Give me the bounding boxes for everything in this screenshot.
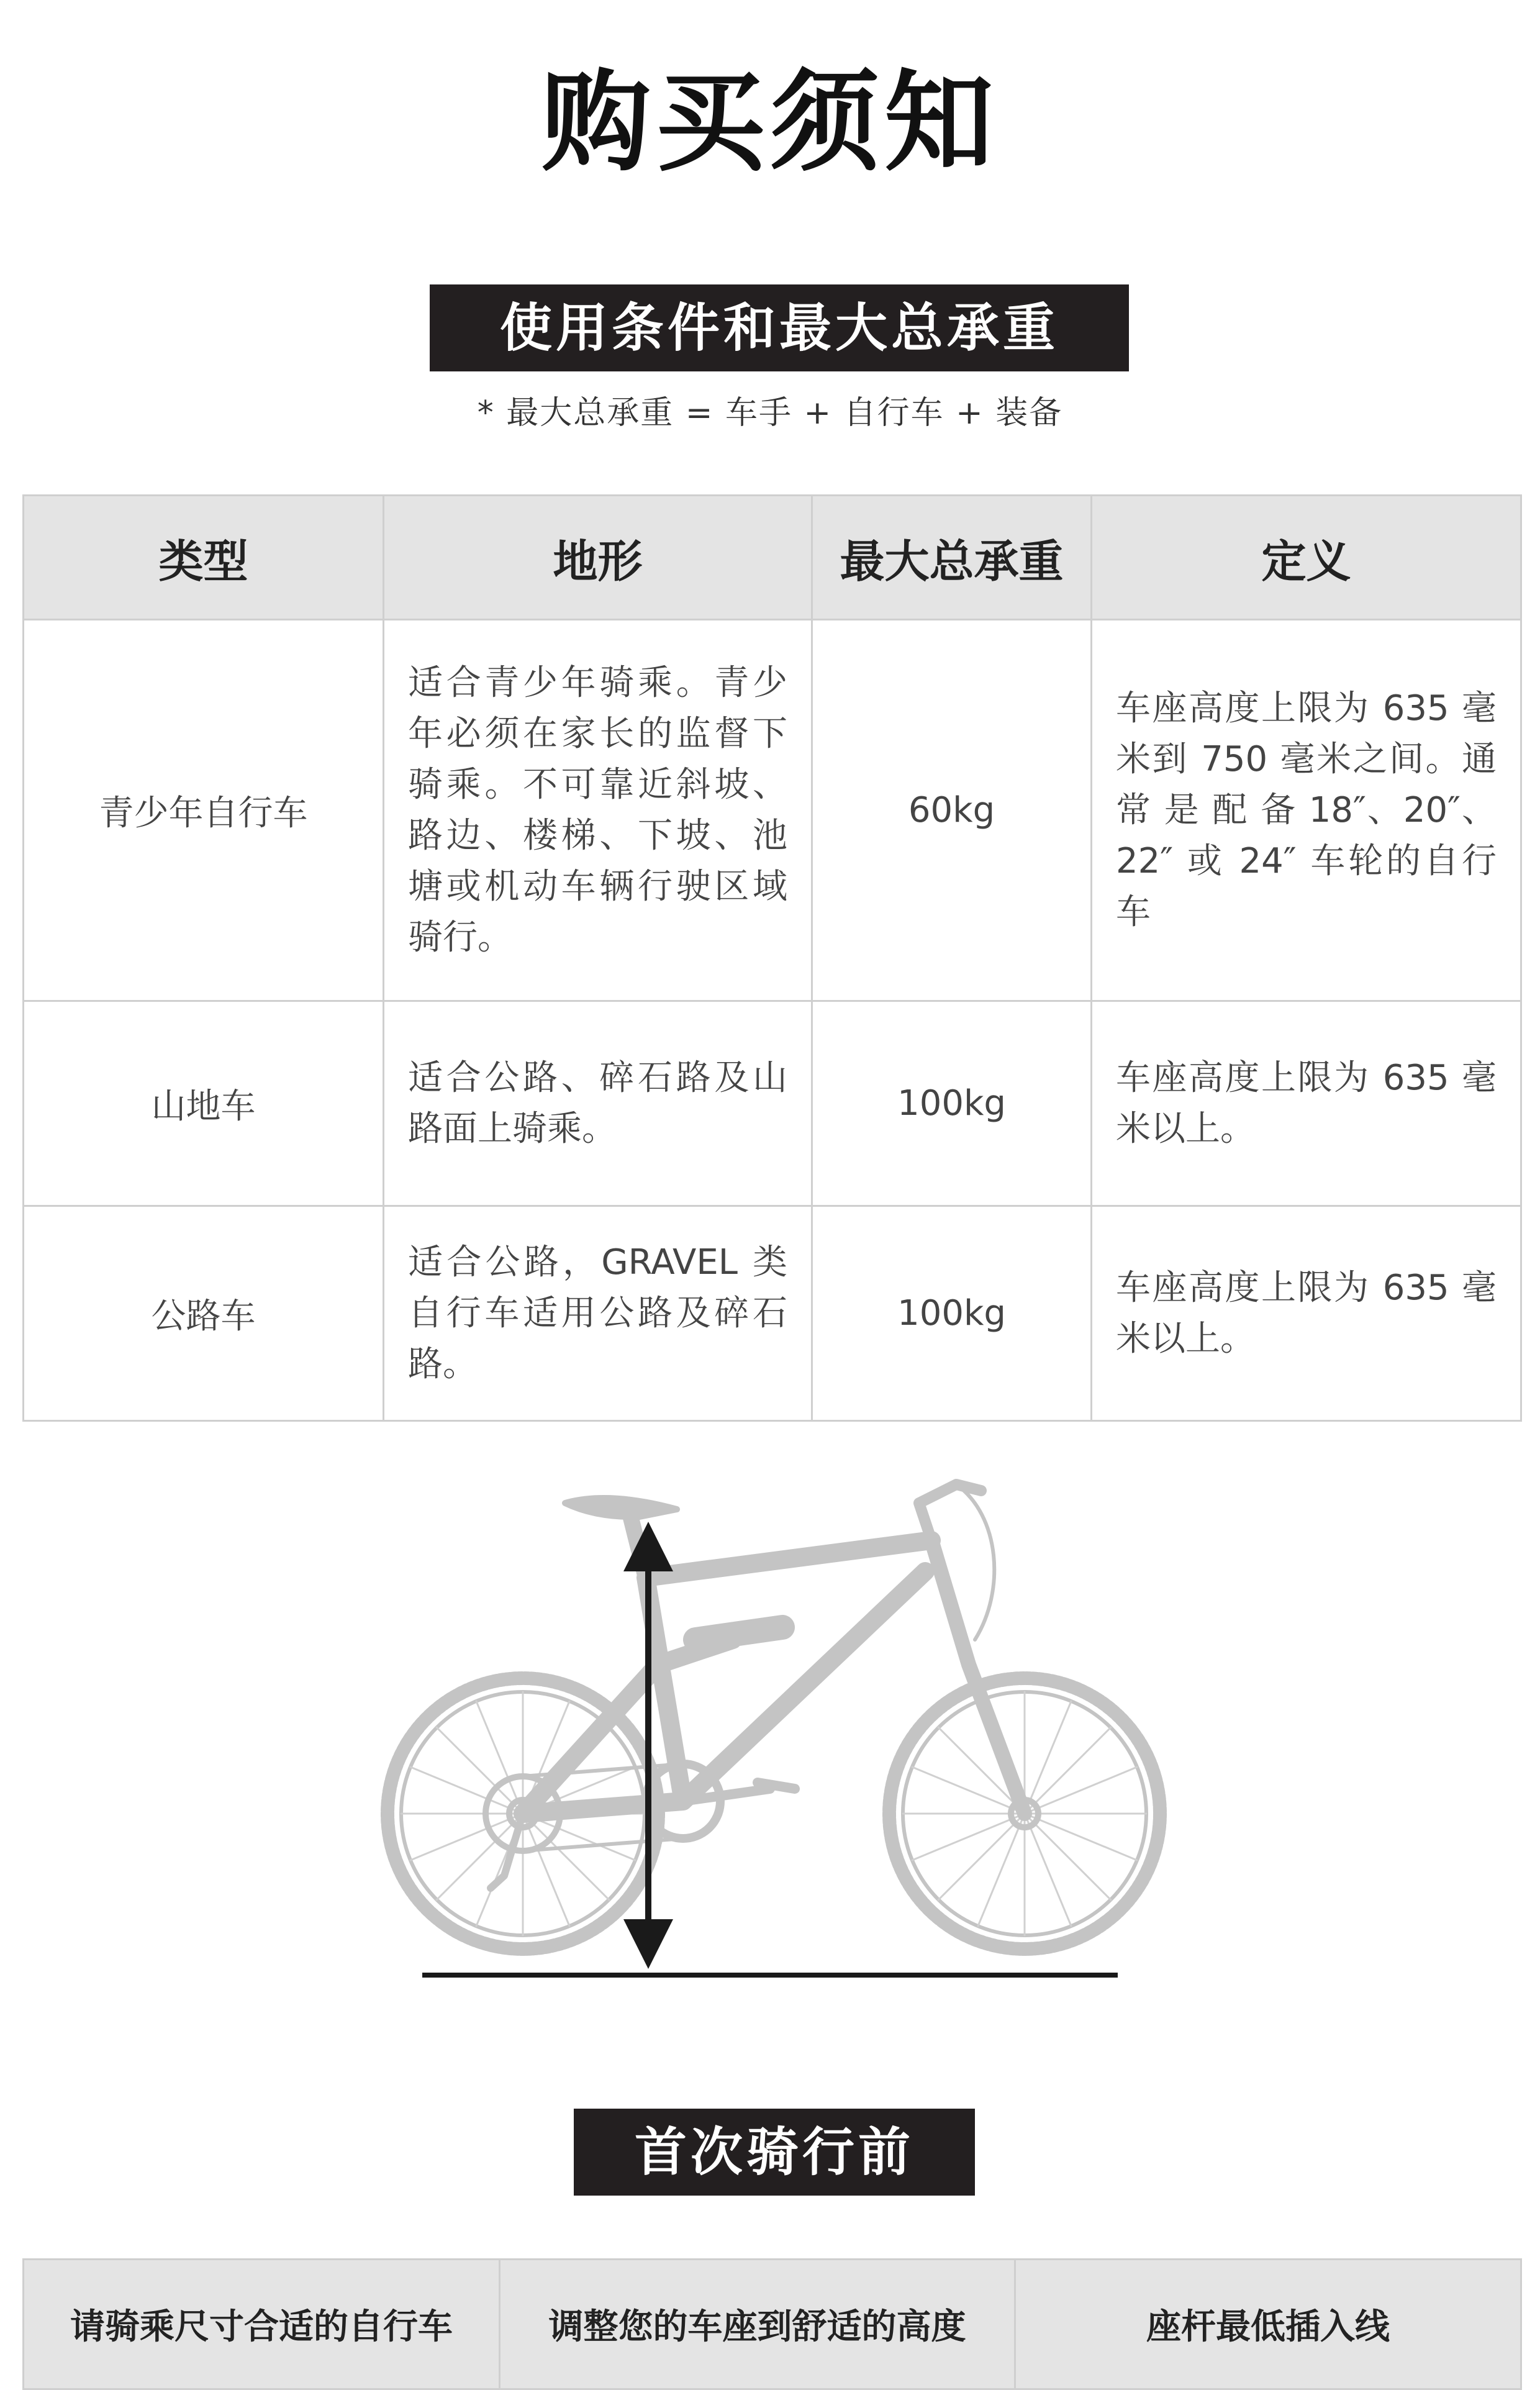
tip-bike-size: 请骑乘尺寸合适的自行车 bbox=[24, 2260, 500, 2389]
cell-type: 山地车 bbox=[24, 1001, 384, 1206]
header-terrain: 地形 bbox=[384, 496, 812, 620]
tip-seat-height: 调整您的车座到舒适的高度 bbox=[500, 2260, 1015, 2389]
cell-terrain: 适合公路、碎石路及山路面上骑乘。 bbox=[384, 1001, 812, 1206]
section-banner-usage: 使用条件和最大总承重 bbox=[430, 284, 1129, 371]
header-max-load: 最大总承重 bbox=[812, 496, 1092, 620]
cell-type: 公路车 bbox=[24, 1206, 384, 1421]
tip-seatpost-min-insertion: 座杆最低插入线 bbox=[1015, 2260, 1521, 2389]
section-banner-before-first-ride: 首次骑行前 bbox=[574, 2109, 975, 2196]
tips-row bbox=[24, 2260, 1521, 2389]
cell-definition: 车座高度上限为 635 毫米以上。 bbox=[1092, 1001, 1521, 1206]
cell-definition: 车座高度上限为 635 毫米以上。 bbox=[1092, 1206, 1521, 1421]
cell-terrain: 适合青少年骑乘。青少年必须在家长的监督下骑乘。不可靠近斜坡、路边、楼梯、下坡、池塘或机动车辆行驶区域骑行。 bbox=[384, 620, 812, 1001]
table-row bbox=[24, 1206, 1521, 1421]
max-load-note: * 最大总承重 = 车手 + 自行车 + 装备 bbox=[477, 394, 1063, 432]
header-definition: 定义 bbox=[1092, 496, 1521, 620]
header-type: 类型 bbox=[24, 496, 384, 620]
table-row bbox=[24, 1001, 1521, 1206]
cell-definition: 车座高度上限为 635 毫米到 750 毫米之间。通 常 是 配 备 18″、20″、22″ 或 24″ 车轮的自行车 bbox=[1092, 620, 1521, 1001]
cell-max-load: 100kg bbox=[812, 1001, 1092, 1206]
cell-terrain: 适合公路，GRAVEL 类自行车适用公路及碎石路。 bbox=[384, 1206, 812, 1421]
page-title: 购买须知 bbox=[541, 59, 999, 186]
table-header-row bbox=[24, 496, 1521, 620]
bicycle-seat-height-icon bbox=[348, 1478, 1192, 1988]
table-row bbox=[24, 620, 1521, 1001]
before-ride-tips-table bbox=[22, 2258, 1522, 2390]
usage-conditions-table bbox=[22, 494, 1522, 1422]
cell-max-load: 60kg bbox=[812, 620, 1092, 1001]
cell-type: 青少年自行车 bbox=[24, 620, 384, 1001]
cell-max-load: 100kg bbox=[812, 1206, 1092, 1421]
